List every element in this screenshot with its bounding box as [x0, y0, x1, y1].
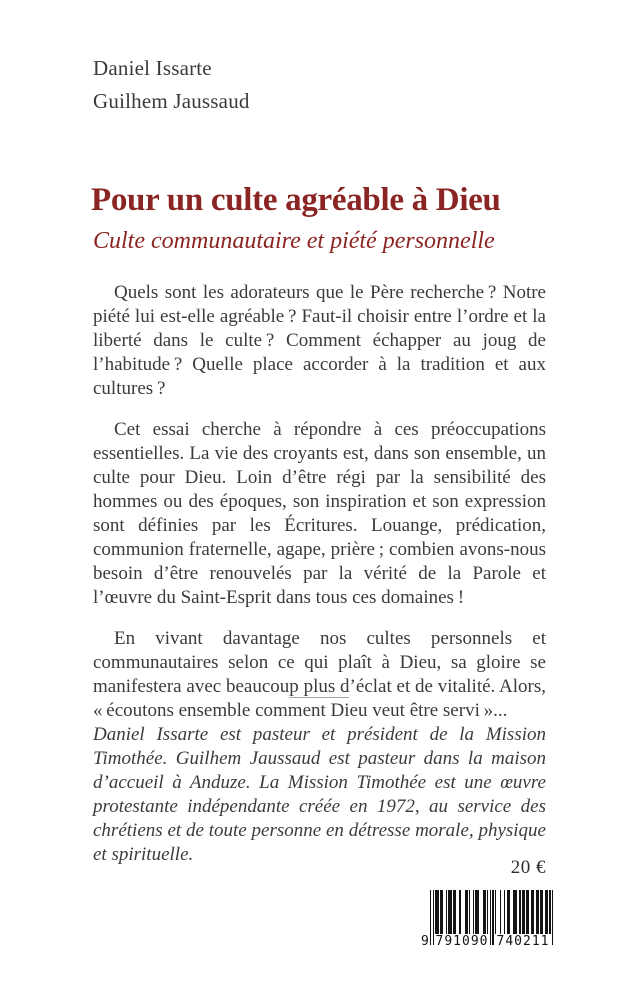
- synopsis-block: [93, 281, 546, 740]
- book-title: Pour un culte agréable à Dieu: [91, 182, 501, 218]
- ean13-barcode: [421, 890, 553, 954]
- barcode-digits-group1: 791090: [435, 934, 489, 949]
- synopsis-paragraph-3: En vivant davantage nos cultes personnels et communautaires selon ce qui plaît à Dieu, sa gloire se manifestera avec beaucoup plus d’éclat et de vitalité. Alors, « écoutons ensemble comment Dieu veut être servi »...: [93, 628, 546, 721]
- authors-block: [93, 52, 250, 118]
- author-name-2: Guilhem Jaussaud: [93, 89, 250, 113]
- authors-bio: Daniel Issarte est pasteur et président de la Mission Timothée. Guilhem Jaussaud est pasteur dans la maison d’accueil à Anduze. La Mission Timothée est une œuvre protestante indépendante créée en 1972, au service des chrétiens et de toute personne en détresse morale, physique et spirituelle.: [93, 724, 546, 865]
- author-name-1: Daniel Issarte: [93, 56, 212, 80]
- barcode-module: [552, 890, 553, 945]
- barcode-digits-group2: 740211: [496, 934, 550, 949]
- synopsis-paragraph-2: Cet essai cherche à répondre à ces préoccupations essentielles. La vie des croyants est, dans son ensemble, un culte pour Dieu. Loin d’être régi par la sensibilité des hommes ou des époques, son inspiration et son expression sont définies par les Écritures. Louange, prédication, communion fraternelle, agape, prière ; combien avons-nous besoin d’être renouvelés par la vérité de la Parole et l’œuvre du Saint-Esprit dans tous ces domaines !: [93, 419, 546, 608]
- synopsis-paragraph-1: Quels sont les adorateurs que le Père recherche ? Notre piété lui est-elle agréable ? Faut-il choisir entre l’ordre et la liberté dans le culte ? Comment échapper au joug de l’habitude ? Quelle place accorder à la tradition et aux cultures ?: [93, 282, 546, 399]
- section-divider: [289, 697, 349, 698]
- price-label: 20 €: [510, 857, 546, 878]
- barcode-prefix-digit: 9: [421, 934, 429, 949]
- book-subtitle: Culte communautaire et piété personnelle: [93, 228, 495, 254]
